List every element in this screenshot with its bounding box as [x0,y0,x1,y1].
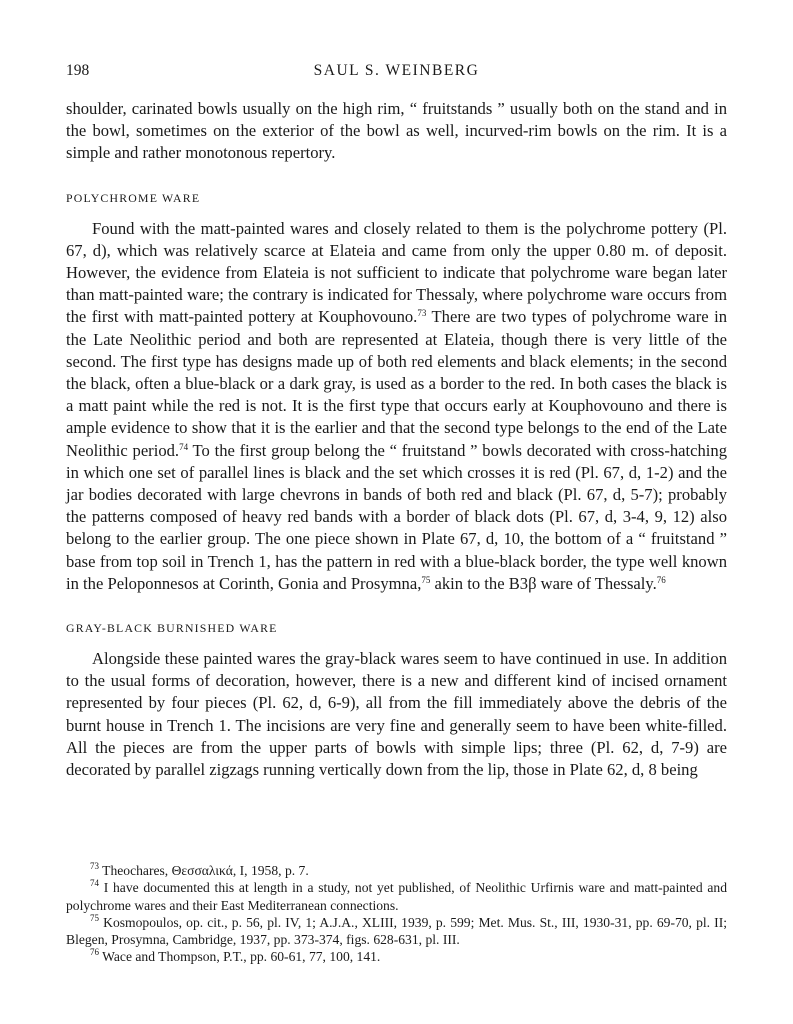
footnote-74 [66,879,727,914]
footnote-text: I have documented this at length in a study, not yet published, of Neolithic Urfirnis ware and matt-painted and polychrome wares and their East Mediterranean connections. [66,880,727,913]
footnote-76 [66,948,727,965]
footnote-text: Wace and Thompson, P.T., pp. 60-61, 77, 100, 141. [102,949,381,965]
section-heading-gray-black: GRAY-BLACK BURNISHED WARE [66,621,278,636]
footnote-number: 73 [90,861,99,871]
running-header [66,62,727,84]
running-title: SAUL S. WEINBERG [313,62,480,79]
footnote-text: Kosmopoulos, op. cit., p. 56, pl. IV, 1; A.J.A., XLIII, 1939, p. 599; Met. Mus. St., III, 1930-31, pp. 69-70, pl. II; Blegen, Prosymna, Cambridge, 1937, pp. 373-374, figs. 628-631, pl. III. [66,914,727,948]
footnote-ref-75[interactable]: 75 [421,574,431,585]
footnote-ref-76[interactable]: 76 [656,574,666,585]
footnotes [66,862,727,966]
page-number: 198 [66,62,90,79]
continuation-paragraph: shoulder, carinated bowls usually on the high rim, “ fruitstands ” usually both on the stand and in the bowl, sometimes on the exterior of the bowl as well, incurved-rim bowls on the rim. It is a simple and rather monotonous repertory. [66,99,727,163]
section-heading-polychrome: POLYCHROME WARE [66,190,201,205]
footnote-text: Theochares, Θεσσαλικά, I, 1958, p. 7. [102,863,309,878]
polychrome-text-1: Found with the matt-painted wares and closely related to them is the polychrome pottery (Pl. 67, d), which was relatively scarce at Elateia and came from only the upper 0.80 m. of deposit. However, the evidence from Elateia is not sufficient to indicate that polychrome ware began later than matt-painted ware; the contrary is indicated for Thessaly, where polychrome ware occurs from the first with matt-painted pottery at Kouphovouno. [66,218,727,327]
footnote-number: 75 [90,912,99,923]
polychrome-text-2: There are two types of polychrome ware in the Late Neolithic period and both are represented at Elateia, though there is very little of the second. The first type has designs made up of both red elements and black elements; in the second the black, often a blue-black or a dark gray, is used as a border to the red. In both cases the black is a matt paint while the red is not. It is the first type that occurs early at Kouphovouno and there is ample evidence to show that it is the earlier and that the second type belongs to the end of the Late Neolithic period. [66,307,727,460]
footnote-75 [66,914,727,949]
footnote-73 [66,862,727,879]
polychrome-text-3: To the first group belong the “ fruitstand ” bowls decorated with cross-hatching in which one set of parallel lines is black and the set which crosses it is red (Pl. 67, d, 1-2) and the jar bodies decorated with large chevrons in bands of both red and black (Pl. 67, d, 5-7); probably the patterns composed of heavy red bands with a border of black dots (Pl. 67, d, 3-4, 9, 12) also belong to the earlier group. The one piece shown in Plate 67, d, 10, the bottom of a “ fruitstand ” base from top soil in Trench 1, has the pattern in red with a blue-black border, the type well known in the Peloponnesos at Corinth, Gonia and Prosymna, [66,440,728,593]
footnote-ref-74[interactable]: 74 [179,441,189,452]
footnote-ref-73[interactable]: 73 [417,308,427,319]
footnote-number: 74 [90,878,99,889]
gray-black-paragraph: Alongside these painted wares the gray-black wares seem to have continued in use. In addition to the usual forms of decoration, however, there is a new and different kind of incised ornament represented by four pieces (Pl. 62, d, 6-9), all from the fill immediately above the debris of the burnt house in Trench 1. The incisions are very fine and generally seem to have been white-filled. All the pieces are from the upper parts of bowls with simple lips; three (Pl. 62, d, 7-9) are decorated by parallel zigzags running vertically down from the lip, those in Plate 62, d, 8 being [66,649,727,780]
polychrome-text-4: akin to the B3β ware of Thessaly. [430,573,657,593]
footnote-number: 76 [90,947,99,958]
polychrome-paragraph [66,218,727,595]
body-text [66,98,727,781]
